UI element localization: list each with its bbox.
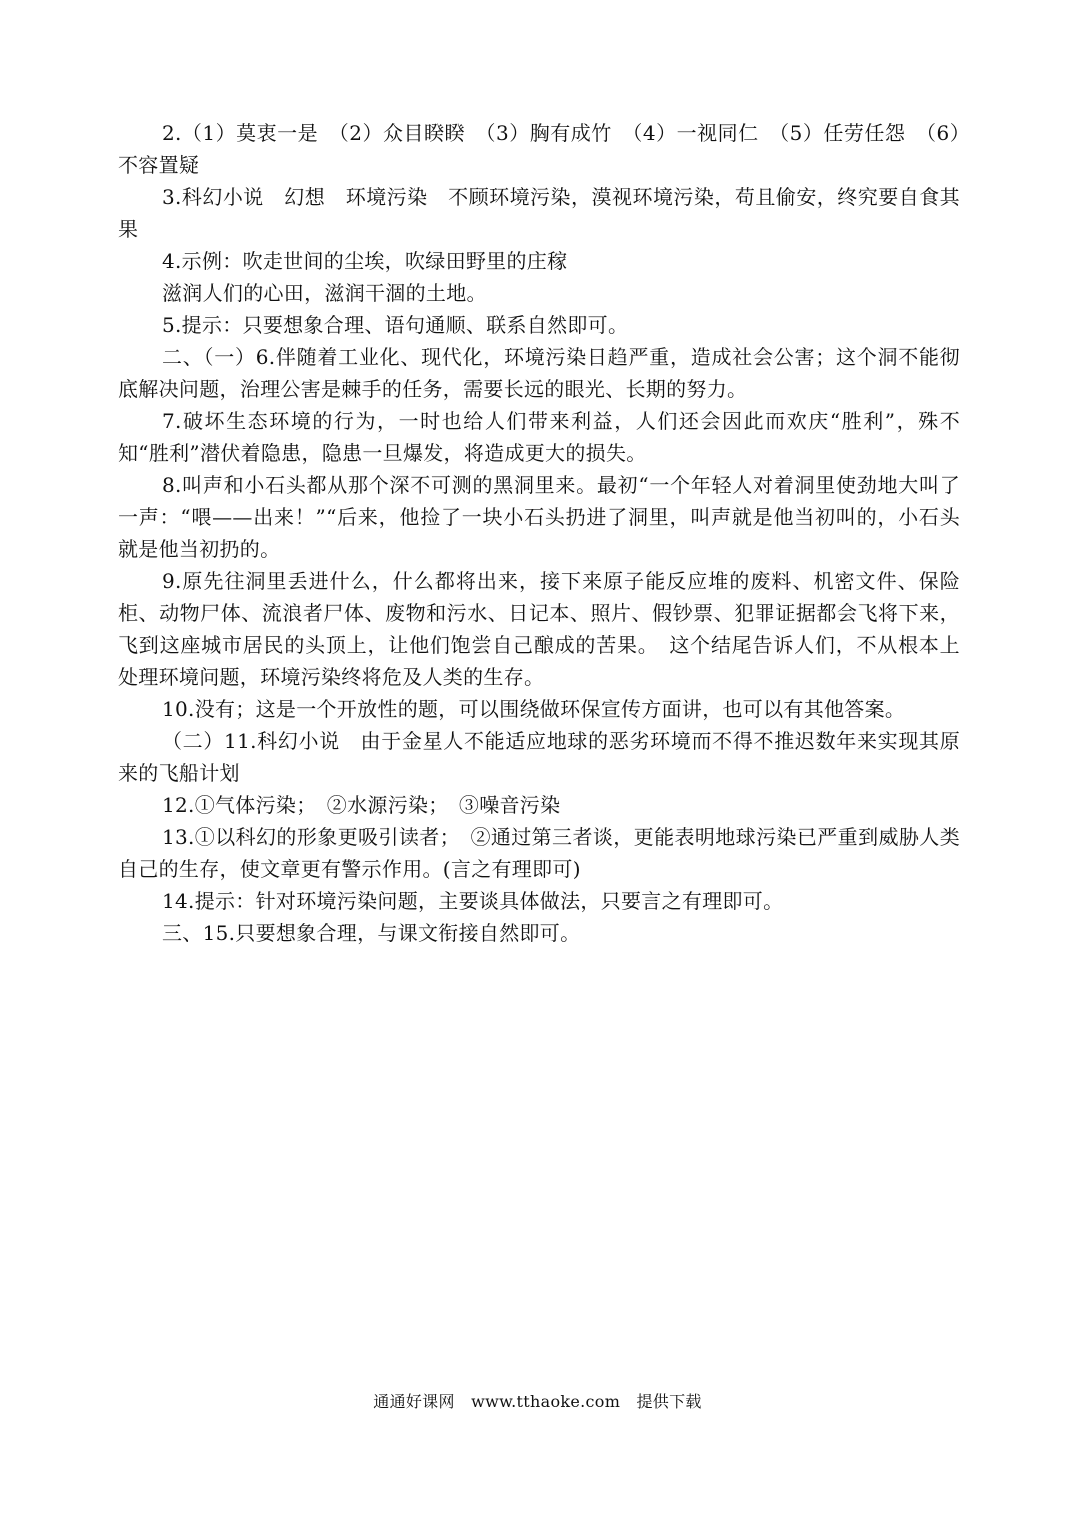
page-footer: 通通好课网 www.tthaoke.com 提供下载	[373, 1392, 702, 1411]
answer-item-2: 2.（1）莫衷一是 （2）众目睽睽 （3）胸有成竹 （4）一视同仁 （5）任劳任怨 （6）不容置疑	[118, 121, 960, 177]
answer-item-8: 8.叫声和小石头都从那个深不可测的黑洞里来。最初“一个年轻人对着洞里使劲地大叫了一声：“喂——出来！”“后来，他捡了一块小石头扔进了洞里，叫声就是他当初叫的，小石头就是他当初扔的。	[118, 473, 960, 561]
answer-item-11: （二）11.科幻小说 由于金星人不能适应地球的恶劣环境而不得不推迟数年来实现其原来的飞船计划	[118, 729, 960, 785]
answer-item-12: 12.①气体污染； ②水源污染； ③噪音污染	[162, 793, 561, 817]
answer-item-15: 三、15.只要想象合理，与课文衔接自然即可。	[162, 921, 581, 945]
answer-item-9: 9.原先往洞里丢进什么，什么都将出来，接下来原子能反应堆的废料、机密文件、保险柜、动物尸体、流浪者尸体、废物和污水、日记本、照片、假钞票、犯罪证据都会飞将下来，飞到这座城市居民的头顶上，让他们饱尝自己酿成的苦果。 这个结尾告诉人们，不从根本上处理环境问题，环境污染终将危及人类的生存。	[118, 569, 960, 689]
answer-item-6: 二、（一）6.伴随着工业化、现代化，环境污染日趋严重，造成社会公害；这个洞不能彻底解决问题，治理公害是棘手的任务，需要长远的眼光、长期的努力。	[118, 345, 960, 401]
answer-item-4: 4.示例：吹走世间的尘埃，吹绿田野里的庄稼	[162, 249, 568, 273]
answer-item-10: 10.没有；这是一个开放性的题，可以围绕做环保宣传方面讲，也可以有其他答案。	[162, 697, 906, 721]
answer-item-5: 5.提示：只要想象合理、语句通顺、联系自然即可。	[162, 313, 629, 337]
answer-item-3: 3.科幻小说 幻想 环境污染 不顾环境污染，漠视环境污染，苟且偷安，终究要自食其果	[118, 185, 960, 241]
answer-item-7: 7.破坏生态环境的行为，一时也给人们带来利益，人们还会因此而欢庆“胜利”，殊不知“胜利”潜伏着隐患，隐患一旦爆发，将造成更大的损失。	[118, 409, 960, 465]
answer-item-4-continued: 滋润人们的心田，滋润干涸的土地。	[162, 281, 487, 305]
answer-item-13: 13.①以科幻的形象更吸引读者； ②通过第三者谈，更能表明地球污染已严重到威胁人类自己的生存，使文章更有警示作用。(言之有理即可)	[118, 825, 960, 881]
answer-item-14: 14.提示：针对环境污染问题，主要谈具体做法，只要言之有理即可。	[162, 889, 784, 913]
answer-text-body	[118, 117, 960, 949]
